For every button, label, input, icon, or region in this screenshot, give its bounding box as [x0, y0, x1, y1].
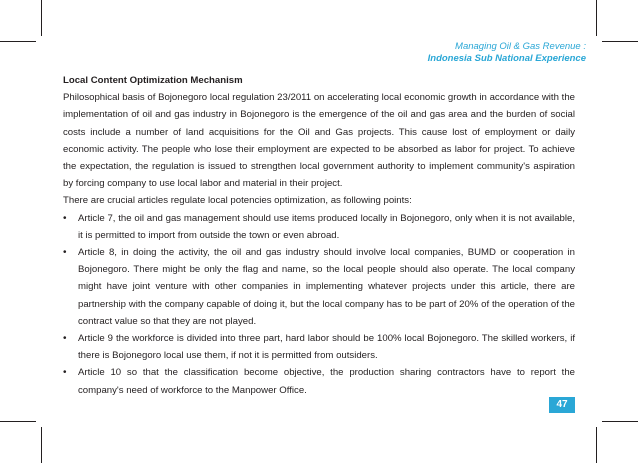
crop-mark: [0, 421, 36, 422]
header-subtitle: Indonesia Sub National Experience: [427, 53, 586, 64]
bullet-icon: •: [63, 212, 67, 224]
list-item-text: Article 10 so that the classification become objective, the production sharing contractors have to report the company's need of workforce to the Manpower Office.: [78, 367, 575, 396]
page-number-badge: 47: [549, 397, 575, 413]
body-paragraph: There are crucial articles regulate local potencies optimization, as following points:: [63, 195, 412, 207]
crop-mark: [596, 427, 597, 463]
bullet-icon: •: [63, 333, 67, 345]
list-item-text: Article 8, in doing the activity, the oil and gas industry should involve local companies, BUMD or cooperation in Bojonegoro. There might be only the flag and name, so the local people should also operate. The local company might have joint venture with other companies in implementing whatever projects under this article, there are partnership with the company capable of doing it, but the local company has to be part of 20% of the operation of the contract value so that they are not played.: [78, 247, 575, 327]
list-item-text: Article 9 the workforce is divided into three part, hard labor should be 100% local Bojonegoro. The skilled workers, if there is Bojonegoro local use them, if not it is permitted from outsiders.: [78, 333, 575, 362]
list-item: [63, 244, 575, 330]
list-item: [63, 364, 575, 398]
list-item-text: Article 7, the oil and gas management should use items produced locally in Bojonegoro, only when it is not available, it is permitted to import from outside the town or even abroad.: [78, 212, 575, 241]
header-title: Managing Oil & Gas Revenue :: [455, 41, 586, 52]
crop-mark: [41, 0, 42, 36]
list-item: [63, 330, 575, 364]
crop-mark: [41, 427, 42, 463]
running-header: [428, 41, 586, 65]
body-paragraph: Philosophical basis of Bojonegoro local regulation 23/2011 on accelerating local economic growth in accordance with the implementation of oil and gas industry in Bojonegoro is the emergence of the oil and gas area and the burden of social costs include a number of land acquisitions for the Oil and Gas projects. This cause lost of employment or daily economic activity. The people who lose their employment are expected to be absorbed as labor for project. To achieve the expectation, the regulation is issued to strengthen local government authority to implement community's aspiration by forcing company to use local labor and material in their project.: [63, 92, 575, 190]
crop-mark: [602, 41, 638, 42]
bullet-icon: •: [63, 247, 67, 259]
crop-mark: [602, 421, 638, 422]
crop-mark: [596, 0, 597, 36]
page-content: [63, 72, 575, 399]
crop-mark: [0, 41, 36, 42]
section-title: Local Content Optimization Mechanism: [63, 75, 243, 86]
article-list: [63, 210, 575, 399]
list-item: [63, 210, 575, 244]
bullet-icon: •: [63, 367, 67, 379]
